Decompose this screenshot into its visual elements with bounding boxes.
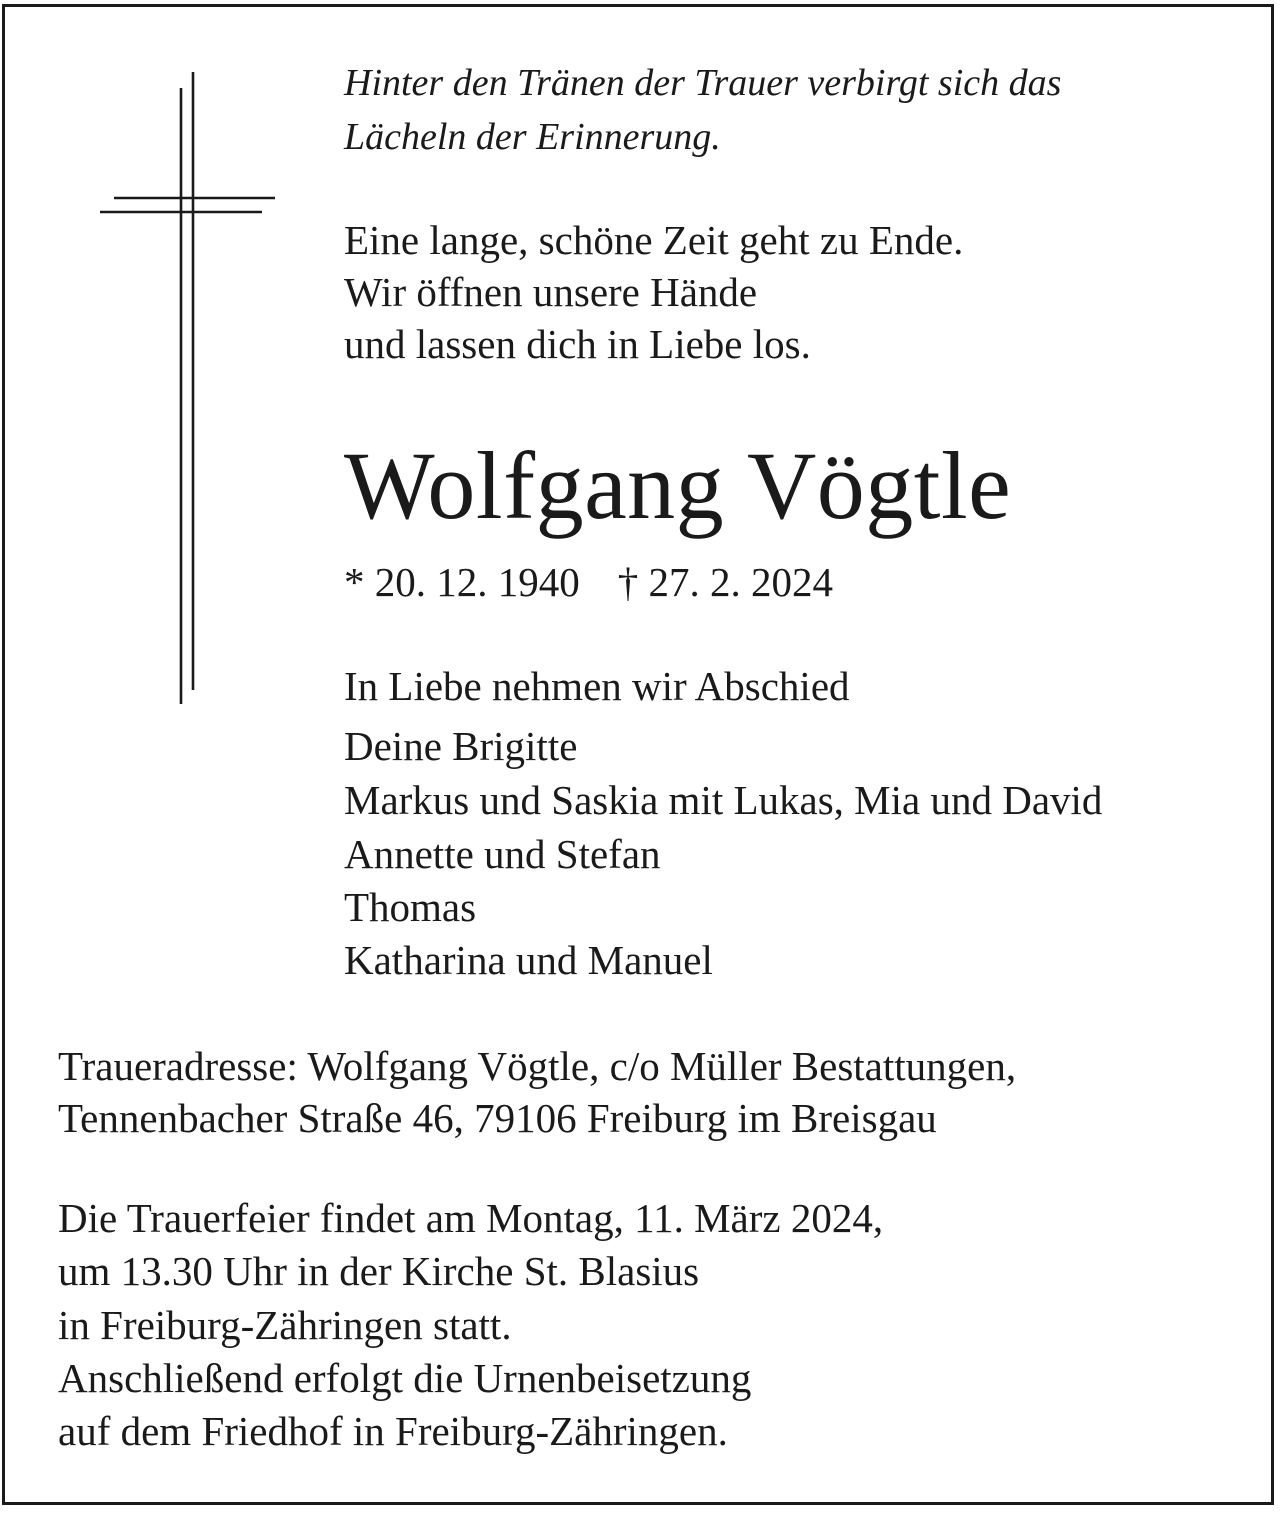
death-date: † 27. 2. 2024 (617, 559, 833, 605)
mourners-intro: In Liebe nehmen wir Abschied (344, 663, 850, 709)
service-line-3: in Freiburg-Zähringen statt. (58, 1302, 512, 1348)
service-line-4: Anschließend erfolgt die Urnenbeisetzung (58, 1355, 752, 1401)
deceased-name: Wolfgang Vögtle (344, 432, 1012, 539)
verse-line-2: Wir öffnen unsere Hände (344, 269, 758, 315)
verse-line-3: und lassen dich in Liebe los. (344, 321, 811, 367)
birth-date: * 20. 12. 1940 (344, 559, 580, 605)
quote-line-2: Lächeln der Erinnerung. (344, 116, 721, 158)
mourner-name: Katharina und Manuel (344, 937, 713, 983)
verse-line-1: Eine lange, schöne Zeit geht zu Ende. (344, 217, 964, 263)
mourner-name: Annette und Stefan (344, 831, 661, 877)
service-line-2: um 13.30 Uhr in der Kirche St. Blasius (58, 1248, 700, 1294)
address-line-1: Traueradresse: Wolfgang Vögtle, c/o Müller Bestattungen, (58, 1043, 1017, 1089)
life-dates (344, 556, 833, 608)
service-line-5: auf dem Friedhof in Freiburg-Zähringen. (58, 1408, 728, 1454)
mourner-name: Deine Brigitte (344, 723, 578, 769)
mourner-name: Thomas (344, 884, 477, 930)
mourner-name: Markus und Saskia mit Lukas, Mia und David (344, 777, 1103, 823)
address-line-2: Tennenbacher Straße 46, 79106 Freiburg im Breisgau (58, 1095, 937, 1141)
quote-line-1: Hinter den Tränen der Trauer verbirgt sich das (344, 62, 1062, 104)
service-line-1: Die Trauerfeier findet am Montag, 11. März 2024, (58, 1195, 884, 1241)
